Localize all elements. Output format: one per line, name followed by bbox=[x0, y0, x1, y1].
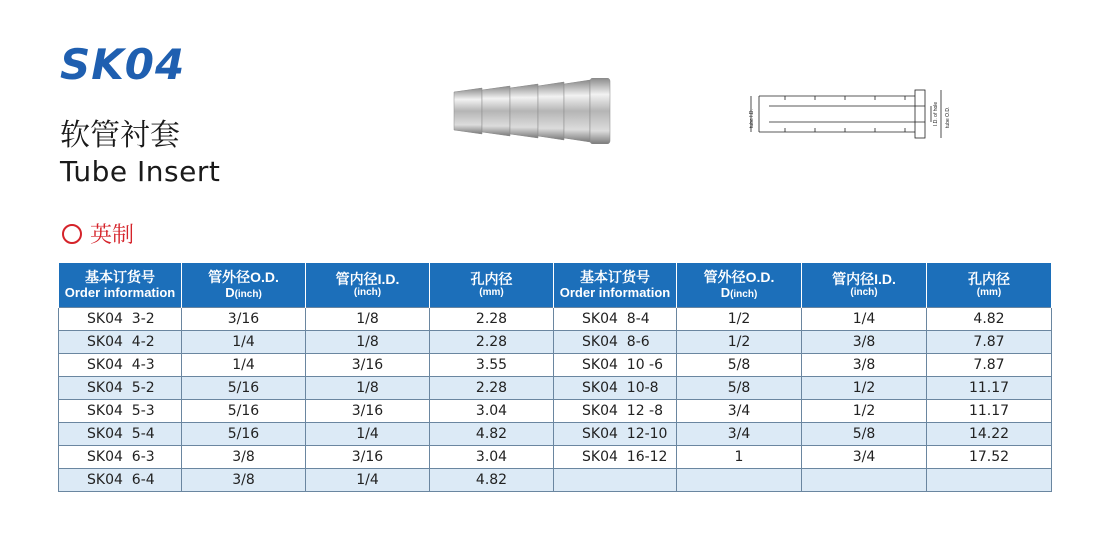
table-cell: 1/2 bbox=[802, 377, 927, 400]
technical-drawing bbox=[745, 84, 970, 144]
table-cell: 3/8 bbox=[802, 354, 927, 377]
header-order-info: 基本订货号 Order information bbox=[554, 263, 677, 308]
header-hole-diameter: 孔内径 (mm) bbox=[927, 263, 1052, 308]
table-cell: 1/8 bbox=[306, 308, 430, 331]
table-cell: 1/2 bbox=[677, 308, 802, 331]
table-cell: 1/8 bbox=[306, 377, 430, 400]
table-cell: 4.82 bbox=[430, 469, 554, 492]
product-title-cn: 软管衬套 bbox=[60, 118, 180, 153]
table-row bbox=[59, 331, 1052, 354]
table-row bbox=[59, 354, 1052, 377]
table-cell: SK04 4-2 bbox=[59, 331, 182, 354]
header-order-info: 基本订货号 Order information bbox=[59, 263, 182, 308]
product-title-en: Tube Insert bbox=[60, 155, 221, 188]
table-cell: 3/16 bbox=[306, 354, 430, 377]
table-cell: 11.17 bbox=[927, 377, 1052, 400]
table-row bbox=[59, 308, 1052, 331]
table-cell: SK04 8-6 bbox=[554, 331, 677, 354]
table-cell: SK04 6-4 bbox=[59, 469, 182, 492]
table-cell bbox=[927, 469, 1052, 492]
table-cell: 11.17 bbox=[927, 400, 1052, 423]
table-cell: 5/8 bbox=[677, 354, 802, 377]
table-cell: 1/4 bbox=[182, 331, 306, 354]
circle-bullet-icon bbox=[62, 224, 82, 244]
table-cell: 1/4 bbox=[306, 469, 430, 492]
table-row bbox=[59, 377, 1052, 400]
table-row bbox=[59, 469, 1052, 492]
table-cell: 2.28 bbox=[430, 331, 554, 354]
table-cell: 7.87 bbox=[927, 331, 1052, 354]
table-cell: SK04 5-4 bbox=[59, 423, 182, 446]
table-cell: 3/4 bbox=[677, 400, 802, 423]
table-cell: 3/16 bbox=[306, 400, 430, 423]
table-cell: SK04 8-4 bbox=[554, 308, 677, 331]
table-cell: 3/4 bbox=[677, 423, 802, 446]
table-cell: 4.82 bbox=[927, 308, 1052, 331]
table-cell: 1/2 bbox=[677, 331, 802, 354]
table-cell bbox=[554, 469, 677, 492]
table-cell: 3/8 bbox=[182, 446, 306, 469]
table-cell: 1/2 bbox=[802, 400, 927, 423]
table-row bbox=[59, 423, 1052, 446]
specification-table bbox=[58, 263, 1052, 492]
table-cell: SK04 5-2 bbox=[59, 377, 182, 400]
table-row bbox=[59, 446, 1052, 469]
table-cell: 7.87 bbox=[927, 354, 1052, 377]
table-cell: 2.28 bbox=[430, 377, 554, 400]
table-cell: 5/16 bbox=[182, 377, 306, 400]
table-cell: 1/4 bbox=[182, 354, 306, 377]
table-header-row bbox=[59, 263, 1052, 308]
tube-id-label: tube I.D. bbox=[749, 109, 755, 128]
header-inner-diameter: 管内径I.D. (inch) bbox=[306, 263, 430, 308]
table-cell: 1/4 bbox=[802, 308, 927, 331]
table-cell: SK04 16-12 bbox=[554, 446, 677, 469]
header-hole-diameter: 孔内径 (mm) bbox=[430, 263, 554, 308]
header-outer-diameter: 管外径O.D. D(inch) bbox=[182, 263, 306, 308]
table-cell: 5/16 bbox=[182, 400, 306, 423]
table-cell: 5/8 bbox=[802, 423, 927, 446]
section-label-text: 英制 bbox=[90, 223, 135, 248]
table-cell: 3/8 bbox=[182, 469, 306, 492]
tube-od-label: tube O.D. bbox=[945, 106, 951, 128]
table-cell: SK04 10-8 bbox=[554, 377, 677, 400]
section-label bbox=[62, 218, 134, 249]
table-cell: 5/8 bbox=[677, 377, 802, 400]
model-number: SK04 bbox=[60, 40, 186, 89]
table-cell: SK04 5-3 bbox=[59, 400, 182, 423]
header-outer-diameter: 管外径O.D. D(inch) bbox=[677, 263, 802, 308]
table-cell: 3/4 bbox=[802, 446, 927, 469]
table-cell: 1/4 bbox=[306, 423, 430, 446]
table-cell: 3/8 bbox=[802, 331, 927, 354]
table-cell: SK04 10 -6 bbox=[554, 354, 677, 377]
table-cell: SK04 4-3 bbox=[59, 354, 182, 377]
table-cell: 3.04 bbox=[430, 400, 554, 423]
table-cell: 3.55 bbox=[430, 354, 554, 377]
table-cell: SK04 12 -8 bbox=[554, 400, 677, 423]
table-cell: SK04 3-2 bbox=[59, 308, 182, 331]
table-cell: 5/16 bbox=[182, 423, 306, 446]
table-row bbox=[59, 400, 1052, 423]
table-cell: 3.04 bbox=[430, 446, 554, 469]
table-cell bbox=[677, 469, 802, 492]
table-cell: SK04 12-10 bbox=[554, 423, 677, 446]
table-cell: 14.22 bbox=[927, 423, 1052, 446]
table-cell: 4.82 bbox=[430, 423, 554, 446]
table-cell: 3/16 bbox=[182, 308, 306, 331]
table-cell: 17.52 bbox=[927, 446, 1052, 469]
header-inner-diameter: 管内径I.D. (inch) bbox=[802, 263, 927, 308]
table-cell bbox=[802, 469, 927, 492]
table-cell: 2.28 bbox=[430, 308, 554, 331]
hole-id-label: I.D. of hole bbox=[933, 101, 939, 126]
table-cell: SK04 6-3 bbox=[59, 446, 182, 469]
product-photo bbox=[452, 78, 612, 144]
table-cell: 1 bbox=[677, 446, 802, 469]
table-cell: 1/8 bbox=[306, 331, 430, 354]
table-cell: 3/16 bbox=[306, 446, 430, 469]
